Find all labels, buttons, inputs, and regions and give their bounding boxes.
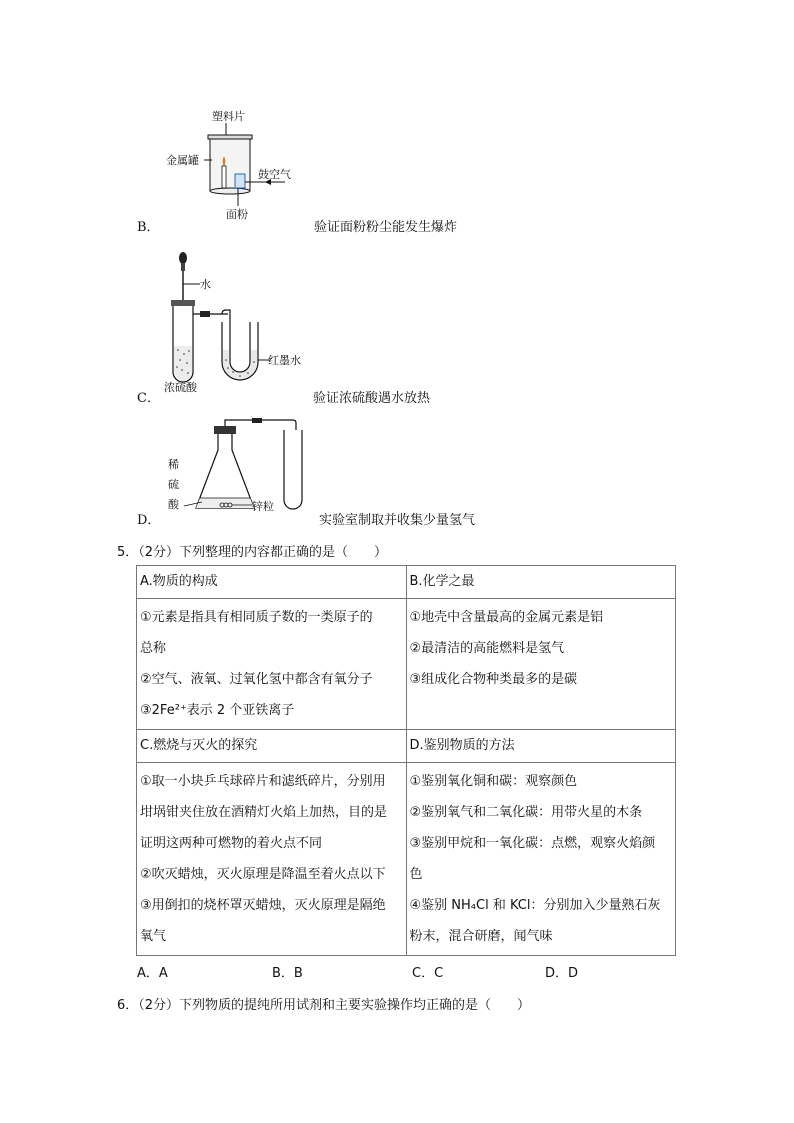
d-line-6: 粉末，混合研磨，闻气味 [409,929,553,944]
a-line-2: 总称 [140,641,167,656]
a-line-3: ②空气、液氧、过氧化氢中都含有氧分子 [140,672,373,687]
answer-option-a[interactable]: A．A [137,966,168,981]
d-line-3: ③鉴别甲烷和一氧化碳：点燃，观察火焰颜 [409,836,656,851]
b-line-1: ①地壳中含量最高的金属元素是铝 [409,610,604,625]
blow-air-label: 鼓空气 [258,168,291,181]
c-line-6: 氧气 [140,929,167,944]
c-line-2: 坩埚钳夹住放在酒精灯火焰上加热，目的是 [140,805,388,820]
a-line-4: ③2Fe²⁺表示 2 个亚铁离子 [140,703,295,718]
cell-c-content [137,763,407,956]
plastic-sheet-label: 塑料片 [212,110,245,123]
dilute-label-3: 酸 [168,498,179,511]
cell-a-header: A.物质的构成 [137,566,407,599]
cell-d-header: D.鉴别物质的方法 [406,730,676,763]
question-6-stem: 6．（2分）下列物质的提纯所用试剂和主要实验操作均正确的是（ ） [117,998,531,1013]
c-line-3: 证明这两种可燃物的着火点不同 [140,836,323,851]
cell-c-header: C.燃烧与灭火的探究 [137,730,407,763]
d-line-5: ④鉴别 NH₄Cl 和 KCl：分别加入少量熟石灰 [409,898,661,913]
flour-explosion-apparatus-figure [160,108,320,226]
option-c-letter: C． [137,391,160,406]
question-5-table [136,565,676,956]
option-b-caption: 验证面粉粉尘能发生爆炸 [314,220,458,235]
cell-a-content [137,599,407,730]
cell-b-header: B.化学之最 [406,566,676,599]
d-line-1: ①鉴别氧化铜和碳：观察颜色 [409,774,578,789]
question-5-stem: 5．（2分）下列整理的内容都正确的是（ ） [117,545,388,560]
flour-label: 面粉 [226,208,248,221]
dilute-label-1: 稀 [168,458,179,471]
option-b-letter: B． [137,220,160,235]
cell-d-content [406,763,676,956]
red-ink-label: 红墨水 [268,354,301,367]
option-c-caption: 验证浓硫酸遇水放热 [313,391,431,406]
answer-option-c[interactable]: C．C [412,966,444,981]
water-label: 水 [200,278,211,291]
sulfuric-acid-heat-apparatus-figure [160,250,310,400]
answer-option-d[interactable]: D．D [545,966,579,981]
d-line-2: ②鉴别氧气和二氧化碳：用带火星的木条 [409,805,643,820]
c-line-4: ②吹灭蜡烛，灭火原理是降温至着火点以下 [140,867,386,882]
option-d-letter: D． [137,513,161,528]
zinc-granules-label: 锌粒 [252,500,274,513]
d-line-4: 色 [409,867,423,882]
hydrogen-preparation-apparatus-figure [164,418,314,522]
cell-b-content [406,599,676,730]
b-line-3: ③组成化合物种类最多的是碳 [409,672,578,687]
dilute-label-2: 硫 [168,478,179,491]
a-line-1: ①元素是指具有相同质子数的一类原子的 [140,610,373,625]
conc-sulfuric-label: 浓硫酸 [164,381,197,394]
c-line-1: ①取一小块乒乓球碎片和滤纸碎片，分别用 [140,774,386,789]
b-line-2: ②最清洁的高能燃料是氢气 [409,641,565,656]
metal-can-label: 金属罐 [166,154,199,167]
answer-option-b[interactable]: B．B [272,966,303,981]
option-d-caption: 实验室制取并收集少量氢气 [319,513,476,528]
c-line-5: ③用倒扣的烧杯罩灭蜡烛，灭火原理是隔绝 [140,898,386,913]
